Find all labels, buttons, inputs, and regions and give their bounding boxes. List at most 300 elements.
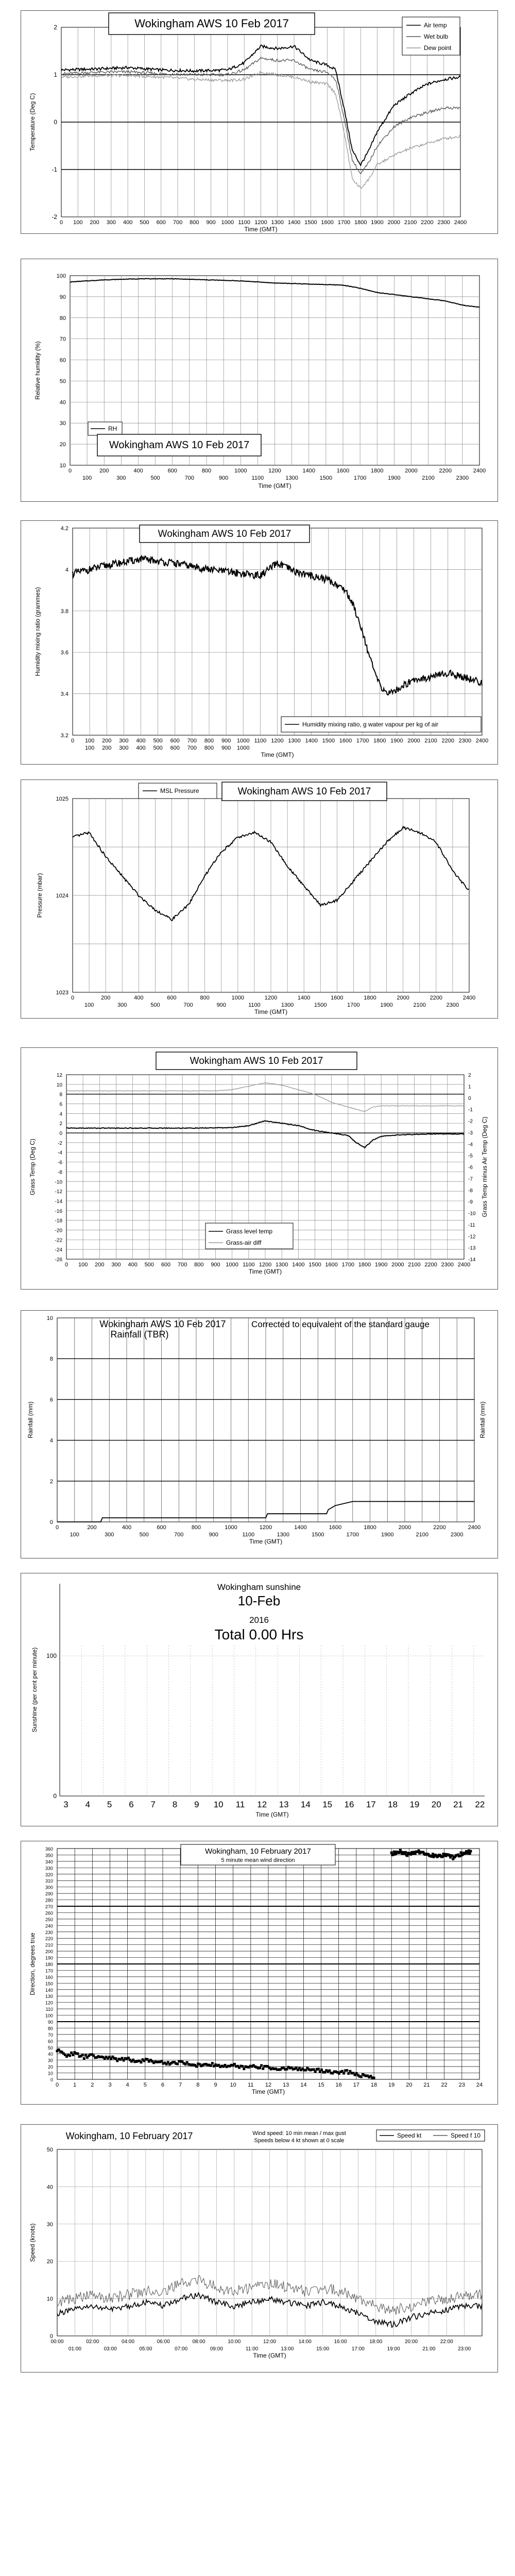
- mixing-x-tick-label: 1900: [390, 738, 403, 744]
- rainfall-x-tick-label: 1300: [277, 1532, 289, 1538]
- speed-x-tick-label: 09:00: [210, 2346, 223, 2352]
- speed-x-tick-label: 02:00: [86, 2339, 99, 2345]
- rainfall-ylabel-right: Rainfall (mm): [479, 1401, 486, 1438]
- sunshine-x-tick-label: 3: [63, 1800, 68, 1809]
- grass-x-tick-label: 0: [64, 1262, 68, 1268]
- grass-x-tick-label: 2100: [408, 1262, 421, 1268]
- rainfall-x-tick-label: 2000: [398, 1524, 411, 1531]
- humidity-x-tick-label: 1200: [268, 468, 281, 474]
- speed-note-1: Wind speed: 10 min mean / max gust: [252, 2130, 346, 2137]
- pressure-x-tick-label: 800: [200, 995, 210, 1001]
- direction-y-tick-label: 20: [47, 2064, 53, 2070]
- rainfall-chart-svg: [21, 1311, 497, 1558]
- pressure-x-tick-label: 2300: [446, 1002, 459, 1008]
- grass-y-tick-label: 6: [59, 1101, 62, 1108]
- humidity-x-tick-label: 1800: [371, 468, 384, 474]
- pressure-x-tick-label: 500: [150, 1002, 160, 1008]
- temperature-x-tick-label: 800: [190, 219, 199, 226]
- rainfall-y-tick-label: 4: [49, 1437, 53, 1444]
- temperature-x-tick-label: 2100: [404, 219, 417, 226]
- grass-x-tick-label: 600: [161, 1262, 171, 1268]
- mixing-y-tick-label: 3.6: [60, 650, 68, 656]
- mixing-x-tick-label: 1100: [254, 738, 267, 744]
- rainfall-y-tick-label: 10: [46, 1315, 53, 1321]
- grass-y-tick-label: -12: [55, 1189, 62, 1195]
- direction-y-tick-label: 350: [45, 1853, 53, 1858]
- speed-x-tick-label: 08:00: [192, 2339, 205, 2345]
- mixing-x-tick-label: 1500: [322, 738, 335, 744]
- mixing-x-tick-label: 100: [84, 745, 95, 751]
- direction-point: [469, 1852, 471, 1855]
- mixing-x-tick-label: 1700: [356, 738, 369, 744]
- direction-x-tick-label: 23: [458, 2082, 465, 2088]
- humidity-x-tick-label: 300: [116, 475, 126, 481]
- sunshine-xlabel: Time (GMT): [255, 1811, 289, 1818]
- sunshine-x-tick-label: 12: [257, 1800, 267, 1809]
- temperature-ylabel: Temperature (Deg C): [29, 93, 36, 151]
- mixing-x-tick-label: 400: [136, 738, 146, 744]
- direction-y-tick-label: 80: [47, 2026, 53, 2031]
- direction-y-tick-label: 170: [45, 1968, 53, 1974]
- rainfall-x-tick-label: 400: [122, 1524, 132, 1531]
- grass-x-tick-label: 200: [95, 1262, 105, 1268]
- direction-y-tick-label: 190: [45, 1955, 53, 1961]
- grass-y-tick-label: -14: [468, 1257, 476, 1263]
- humidity-chart: [21, 259, 498, 502]
- sunshine-x-tick-label: 10: [213, 1800, 224, 1809]
- direction-point: [314, 2070, 317, 2073]
- grass-y-tick-label: -10: [55, 1179, 62, 1185]
- direction-x-tick-label: 5: [143, 2082, 147, 2088]
- sunshine-x-tick-label: 5: [107, 1800, 112, 1809]
- direction-point: [262, 2067, 264, 2070]
- sunshine-x-tick-label: 9: [194, 1800, 199, 1809]
- direction-x-tick-label: 8: [196, 2082, 200, 2088]
- mixing-x-tick-label: 2200: [441, 738, 454, 744]
- pressure-x-tick-label: 1800: [364, 995, 376, 1001]
- direction-y-tick-label: 90: [47, 2020, 53, 2025]
- rainfall-chart: [21, 1310, 498, 1558]
- rainfall-x-tick-label: 200: [87, 1524, 97, 1531]
- humidity-x-tick-label: 400: [133, 468, 143, 474]
- mixing-x-tick-label: 500: [153, 745, 163, 751]
- direction-point: [233, 2063, 236, 2065]
- grass-y-tick-label: 0: [468, 1095, 471, 1101]
- speed-x-tick-label: 05:00: [139, 2346, 152, 2352]
- direction-y-tick-label: 240: [45, 1923, 53, 1929]
- speed-x-tick-label: 14:00: [298, 2339, 312, 2345]
- rainfall-x-tick-label: 0: [55, 1524, 59, 1531]
- humidity-x-tick-label: 1300: [285, 475, 298, 481]
- grass-y-tick-label: -8: [468, 1188, 473, 1194]
- rainfall-y-tick-label: 2: [49, 1478, 53, 1485]
- direction-x-tick-label: 4: [126, 2082, 129, 2088]
- sunshine-x-tick-label: 19: [409, 1800, 420, 1809]
- pressure-x-tick-label: 1000: [231, 995, 245, 1001]
- mixing-x-tick-label: 800: [204, 745, 214, 751]
- sunshine-x-tick-label: 22: [475, 1800, 485, 1809]
- mixing-x-tick-label: 600: [170, 738, 180, 744]
- direction-point: [176, 2063, 179, 2065]
- grass-x-tick-label: 1600: [325, 1262, 338, 1268]
- speed-x-tick-label: 18:00: [369, 2339, 383, 2345]
- direction-point: [114, 2057, 117, 2060]
- temperature-x-tick-label: 2000: [387, 219, 401, 226]
- temperature-x-tick-label: 700: [173, 219, 183, 226]
- sunshine-title: Wokingham sunshine: [217, 1582, 301, 1592]
- humidity-x-tick-label: 500: [150, 475, 160, 481]
- grass-y-tick-label: -16: [55, 1208, 62, 1214]
- temperature-x-tick-label: 2300: [437, 219, 450, 226]
- direction-point: [243, 2067, 245, 2070]
- sunshine-year: 2016: [249, 1615, 269, 1625]
- grass-x-tick-label: 800: [194, 1262, 204, 1268]
- direction-y-tick-label: 250: [45, 1917, 53, 1922]
- speed-x-tick-label: 07:00: [175, 2346, 188, 2352]
- grass-x-tick-label: 1200: [259, 1262, 272, 1268]
- direction-x-tick-label: 16: [335, 2082, 342, 2088]
- rainfall-x-tick-label: 300: [105, 1532, 114, 1538]
- direction-y-tick-label: 280: [45, 1897, 53, 1903]
- pressure-x-tick-label: 2000: [397, 995, 409, 1001]
- rainfall-x-tick-label: 2200: [433, 1524, 446, 1531]
- grass-x-tick-label: 300: [111, 1262, 121, 1268]
- grass-y-tick-label: -12: [468, 1234, 476, 1240]
- direction-x-tick-label: 19: [388, 2082, 395, 2088]
- speed-x-tick-label: 06:00: [157, 2339, 170, 2345]
- direction-y-tick-label: 150: [45, 1981, 53, 1987]
- rainfall-y-tick-label: 8: [49, 1356, 53, 1363]
- temperature-x-tick-label: 1200: [254, 219, 267, 226]
- grass-y-tick-label: -7: [468, 1176, 473, 1182]
- pressure-legend-label: MSL Pressure: [160, 787, 199, 794]
- grass-y-tick-label: -22: [55, 1238, 62, 1244]
- sunshine-chart: [21, 1573, 498, 1826]
- grass-y-tick-label: -18: [55, 1218, 62, 1224]
- temperature-x-tick-label: 900: [206, 219, 216, 226]
- temperature-legend-label: Dew point: [424, 44, 452, 52]
- humidity-x-tick-label: 1900: [388, 475, 401, 481]
- direction-y-tick-label: 50: [47, 2045, 53, 2050]
- direction-point: [241, 2065, 244, 2067]
- grass-title: Wokingham AWS 10 Feb 2017: [190, 1056, 323, 1066]
- direction-point: [320, 2069, 323, 2071]
- pressure-y-tick-label: 1024: [56, 893, 68, 899]
- mixing-x-tick-label: 600: [170, 745, 180, 751]
- sunshine-x-tick-label: 8: [172, 1800, 178, 1809]
- humidity-x-tick-label: 1500: [319, 475, 333, 481]
- mixing-ratio-chart: [21, 520, 498, 765]
- humidity-chart-svg: [21, 259, 497, 501]
- direction-y-tick-label: 70: [47, 2032, 53, 2038]
- temperature-x-tick-label: 1600: [321, 219, 334, 226]
- humidity-x-tick-label: 1700: [353, 475, 367, 481]
- mixing-title: Wokingham AWS 10 Feb 2017: [158, 529, 291, 539]
- temperature-x-tick-label: 400: [123, 219, 133, 226]
- mixing-x-tick-label: 2400: [475, 738, 489, 744]
- grass-legend-label: Grass-air diff: [226, 1239, 262, 1246]
- humidity-x-tick-label: 200: [99, 468, 109, 474]
- direction-y-tick-label: 320: [45, 1872, 53, 1877]
- grass-y-tick-label: -2: [58, 1140, 62, 1146]
- mixing-x-tick-label: 0: [71, 738, 75, 744]
- direction-point: [317, 2067, 320, 2070]
- humidity-y-tick-label: 10: [59, 463, 66, 469]
- direction-subtitle: 5 minute mean wind direction: [221, 1857, 295, 1863]
- humidity-ylabel: Relative humidity (%): [34, 341, 41, 400]
- grass-y-tick-label: -2: [468, 1118, 473, 1125]
- pressure-x-tick-label: 900: [216, 1002, 226, 1008]
- mixing-x-tick-label: 1000: [237, 745, 250, 751]
- direction-y-tick-label: 100: [45, 2013, 53, 2019]
- sunshine-chart-svg: [21, 1573, 497, 1826]
- mixing-x-tick-label: 1000: [237, 738, 250, 744]
- rainfall-ylabel-left: Rainfall (mm): [27, 1401, 34, 1438]
- mixing-x-tick-label: 1600: [339, 738, 352, 744]
- rainfall-x-tick-label: 500: [139, 1532, 149, 1538]
- speed-x-tick-label: 15:00: [316, 2346, 330, 2352]
- temperature-legend-label: Wet bulb: [424, 33, 449, 40]
- speed-ylabel: Speed (knots): [29, 2223, 36, 2262]
- pressure-ylabel: Pressure (mbar): [36, 873, 43, 918]
- grass-y-tick-label: -5: [468, 1153, 473, 1159]
- rainfall-x-tick-label: 1800: [364, 1524, 376, 1531]
- humidity-x-tick-label: 2300: [456, 475, 469, 481]
- direction-point: [81, 2054, 84, 2056]
- grass-y-tick-label: -9: [468, 1199, 473, 1206]
- humidity-x-tick-label: 1400: [302, 468, 315, 474]
- mixing-x-tick-label: 900: [221, 745, 231, 751]
- direction-x-tick-label: 15: [318, 2082, 324, 2088]
- rainfall-x-tick-label: 800: [191, 1524, 201, 1531]
- speed-x-tick-label: 19:00: [387, 2346, 400, 2352]
- direction-x-tick-label: 2: [91, 2082, 94, 2088]
- grass-x-tick-label: 1500: [308, 1262, 321, 1268]
- temperature-x-tick-label: 500: [140, 219, 149, 226]
- mixing-x-tick-label: 400: [136, 745, 146, 751]
- pressure-x-tick-label: 700: [183, 1002, 193, 1008]
- grass-y-tick-label: -14: [55, 1198, 62, 1205]
- grass-y-tick-label: 2: [468, 1073, 471, 1078]
- humidity-x-tick-label: 2400: [473, 468, 486, 474]
- grass-y-tick-label: -11: [468, 1222, 475, 1228]
- temperature-x-tick-label: 1100: [238, 219, 251, 226]
- direction-y-tick-label: 130: [45, 1994, 53, 1999]
- pressure-x-tick-label: 1200: [264, 995, 278, 1001]
- temperature-title: Wokingham AWS 10 Feb 2017: [134, 17, 289, 30]
- pressure-xlabel: Time (GMT): [254, 1008, 288, 1015]
- speed-xlabel: Time (GMT): [253, 2352, 286, 2359]
- rainfall-x-tick-label: 1900: [381, 1532, 394, 1538]
- pressure-chart-svg: [21, 780, 497, 1018]
- rainfall-note: Corrected to equivalent of the standard gauge: [251, 1319, 430, 1329]
- temperature-x-tick-label: 1500: [304, 219, 317, 226]
- temperature-y-tick-label: 0: [54, 118, 57, 126]
- grass-x-tick-label: 2300: [441, 1262, 454, 1268]
- grass-x-tick-label: 1300: [275, 1262, 288, 1268]
- sunshine-x-tick-label: 4: [85, 1800, 91, 1809]
- mixing-x-tick-label: 500: [153, 738, 163, 744]
- grass-xlabel: Time (GMT): [248, 1268, 282, 1275]
- rainfall-xlabel: Time (GMT): [249, 1538, 283, 1545]
- mixing-x-tick-label: 1400: [305, 738, 318, 744]
- direction-point: [77, 2053, 79, 2055]
- mixing-x-tick-label: 100: [84, 738, 95, 744]
- sunshine-ylabel: Sunshine (per cent per minute): [31, 1647, 38, 1733]
- temperature-x-tick-label: 300: [106, 219, 116, 226]
- mixing-x-tick-label: 300: [119, 745, 129, 751]
- grass-x-tick-label: 500: [144, 1262, 154, 1268]
- speed-note-2: Speeds below 4 kt shown at 0 scale: [254, 2138, 345, 2144]
- direction-point: [469, 1850, 472, 1853]
- sunshine-x-tick-label: 11: [235, 1800, 245, 1809]
- speed-x-tick-label: 12:00: [263, 2339, 277, 2345]
- grass-y-tick-label: -6: [468, 1165, 473, 1171]
- speed-x-tick-label: 03:00: [104, 2346, 117, 2352]
- rainfall-x-tick-label: 700: [174, 1532, 184, 1538]
- grass-y-tick-label: -3: [468, 1130, 473, 1136]
- humidity-y-tick-label: 40: [59, 399, 66, 406]
- direction-point: [259, 2066, 261, 2069]
- humidity-y-tick-label: 80: [59, 315, 66, 321]
- grass-y-tick-label: -4: [468, 1142, 473, 1148]
- direction-x-tick-label: 24: [476, 2082, 483, 2088]
- sunshine-x-tick-label: 20: [431, 1800, 441, 1809]
- grass-x-tick-label: 2000: [391, 1262, 404, 1268]
- grass-y-tick-label: 1: [468, 1084, 471, 1090]
- grass-x-tick-label: 700: [177, 1262, 187, 1268]
- speed-x-tick-label: 11:00: [245, 2346, 259, 2352]
- speed-legend-label: Speed f 10: [451, 2132, 481, 2139]
- pressure-y-tick-label: 1023: [56, 990, 68, 996]
- pressure-x-tick-label: 2400: [462, 995, 476, 1001]
- grass-y-tick-label: -4: [58, 1150, 62, 1156]
- mixing-y-tick-label: 3.4: [60, 691, 68, 698]
- pressure-y-tick-label: 1025: [56, 796, 68, 802]
- rainfall-x-tick-label: 2100: [416, 1532, 428, 1538]
- mixing-y-tick-label: 4: [65, 567, 68, 573]
- humidity-x-tick-label: 1000: [234, 468, 247, 474]
- temperature-x-tick-label: 1400: [287, 219, 301, 226]
- direction-point: [210, 2064, 212, 2067]
- direction-y-tick-label: 30: [47, 2058, 53, 2063]
- mixing-x-tick-label: 2000: [407, 738, 420, 744]
- direction-point: [83, 2057, 85, 2060]
- speed-x-tick-label: 22:00: [440, 2339, 453, 2345]
- temperature-x-tick-label: 1800: [354, 219, 367, 226]
- direction-y-tick-label: 290: [45, 1891, 53, 1897]
- grass-x-tick-label: 1700: [341, 1262, 355, 1268]
- wind-speed-chart-svg: [21, 2125, 497, 2372]
- pressure-x-tick-label: 400: [134, 995, 144, 1001]
- humidity-x-tick-label: 2200: [439, 468, 452, 474]
- speed-y-tick-label: 0: [49, 2333, 53, 2340]
- temperature-y-tick-label: 1: [54, 71, 57, 78]
- speed-y-tick-label: 50: [46, 2147, 53, 2153]
- rainfall-x-tick-label: 1600: [329, 1524, 342, 1531]
- direction-x-tick-label: 21: [423, 2082, 430, 2088]
- direction-y-tick-label: 10: [47, 2071, 53, 2076]
- grass-y-tick-label: -6: [58, 1160, 62, 1166]
- direction-x-tick-label: 3: [108, 2082, 112, 2088]
- grass-y-tick-label: -13: [468, 1245, 476, 1251]
- grass-x-tick-label: 2200: [424, 1262, 437, 1268]
- humidity-legend-label: RH: [108, 425, 117, 432]
- speed-title: Wokingham, 10 February 2017: [65, 2131, 193, 2141]
- direction-x-tick-label: 0: [55, 2082, 59, 2088]
- sunshine-x-tick-label: 21: [453, 1800, 463, 1809]
- sunshine-x-tick-label: 7: [150, 1800, 156, 1809]
- speed-x-tick-label: 16:00: [334, 2339, 347, 2345]
- grass-x-tick-label: 1900: [374, 1262, 388, 1268]
- mixing-legend-label: Humidity mixing ratio, g water vapour per kg of air: [302, 721, 439, 728]
- direction-point: [360, 2076, 363, 2078]
- humidity-x-tick-label: 2000: [405, 468, 418, 474]
- rainfall-x-tick-label: 600: [157, 1524, 166, 1531]
- grass-y-tick-label: 10: [56, 1082, 62, 1088]
- speed-x-tick-label: 21:00: [422, 2346, 436, 2352]
- grass-x-tick-label: 2400: [457, 1262, 471, 1268]
- temperature-x-tick-label: 600: [156, 219, 166, 226]
- direction-x-tick-label: 13: [283, 2082, 289, 2088]
- direction-point: [72, 2054, 74, 2056]
- speed-y-tick-label: 10: [46, 2296, 53, 2302]
- grass-ylabel-right: Grass Temp minus Air Temp (Deg C): [481, 1116, 488, 1217]
- grass-x-tick-label: 400: [128, 1262, 138, 1268]
- humidity-x-tick-label: 800: [201, 468, 212, 474]
- pressure-x-tick-label: 1300: [281, 1002, 294, 1008]
- temperature-chart-svg: [21, 11, 497, 233]
- direction-y-tick-label: 360: [45, 1846, 53, 1852]
- temperature-xlabel: Time (GMT): [244, 226, 278, 233]
- pressure-x-tick-label: 1500: [314, 1002, 327, 1008]
- rainfall-x-tick-label: 100: [70, 1532, 79, 1538]
- humidity-title: Wokingham AWS 10 Feb 2017: [109, 439, 250, 451]
- grass-temp-chart-svg: [21, 1048, 497, 1289]
- direction-point: [68, 2055, 71, 2057]
- mixing-xlabel: Time (GMT): [261, 751, 294, 758]
- grass-x-tick-label: 100: [78, 1262, 88, 1268]
- sunshine-x-tick-label: 13: [279, 1800, 289, 1809]
- mixing-x-tick-label: 2300: [458, 738, 472, 744]
- direction-point: [328, 2070, 331, 2072]
- wind-direction-chart: [21, 1841, 498, 2105]
- speed-x-tick-label: 01:00: [68, 2346, 81, 2352]
- humidity-x-tick-label: 1100: [251, 475, 264, 481]
- wind-direction-chart-svg: [21, 1841, 497, 2104]
- pressure-x-tick-label: 1400: [297, 995, 311, 1001]
- sunshine-total: Total 0.00 Hrs: [214, 1626, 304, 1642]
- sunshine-y-tick-label: 0: [53, 1792, 57, 1800]
- mixing-y-tick-label: 4.2: [60, 526, 68, 532]
- grass-y-tick-label: -24: [55, 1247, 62, 1253]
- grass-y-tick-label: -1: [468, 1107, 473, 1113]
- direction-x-tick-label: 14: [300, 2082, 307, 2088]
- rainfall-subtitle: Rainfall (TBR): [110, 1329, 169, 1340]
- temperature-chart: [21, 10, 498, 234]
- temperature-x-tick-label: 1300: [271, 219, 284, 226]
- speed-x-tick-label: 04:00: [121, 2339, 135, 2345]
- rainfall-x-tick-label: 2300: [451, 1532, 464, 1538]
- speed-x-tick-label: 17:00: [351, 2346, 365, 2352]
- direction-y-tick-label: 160: [45, 1974, 53, 1980]
- mixing-x-tick-label: 300: [119, 738, 129, 744]
- pressure-x-tick-label: 300: [117, 1002, 127, 1008]
- direction-y-tick-label: 340: [45, 1859, 53, 1865]
- pressure-x-tick-label: 2100: [413, 1002, 426, 1008]
- pressure-x-tick-label: 2200: [430, 995, 443, 1001]
- temperature-x-tick-label: 1000: [221, 219, 234, 226]
